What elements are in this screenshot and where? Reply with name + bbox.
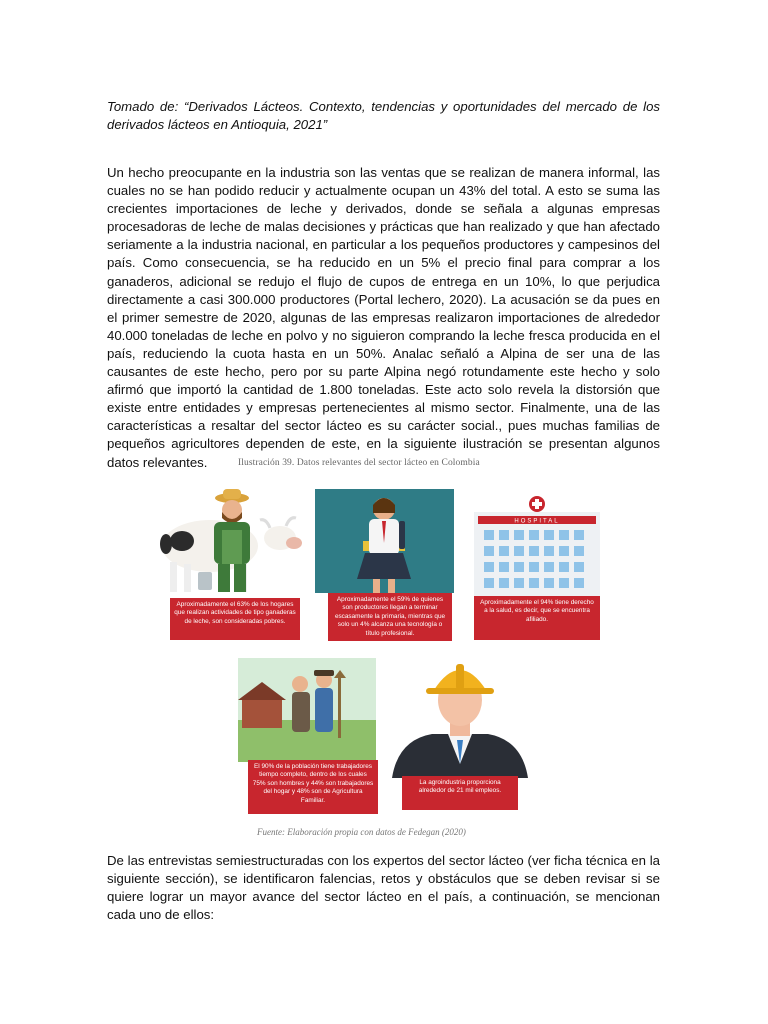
hospital-sign-text: HOSPITAL: [514, 518, 560, 525]
fact-box-workforce: El 90% de la población tiene trabajadores tiempo completo, dentro de los cuales 75% son hombres y 44% son trabajadores del hogar y 48% son de Agricultura Familiar.: [248, 760, 378, 814]
worker-hardhat-illustration: [392, 660, 528, 778]
figure-caption: Ilustración 39. Datos relevantes del sector lácteo en Colombia: [238, 458, 480, 468]
farm-family-illustration: [238, 658, 376, 762]
fact-box-health: Aproximadamente el 94% tiene derecho a la salud, es decir, que se encuentra afiliado.: [474, 596, 600, 640]
student-panel: [315, 489, 454, 593]
hospital-illustration: [474, 496, 600, 600]
citation-text: Tomado de: “Derivados Lácteos. Contexto, tendencias y oportunidades del mercado de los derivados lácteos en Antioquia, 2021”: [107, 99, 660, 132]
body-paragraph-1: Un hecho preocupante en la industria son las ventas que se realizan de manera informal, las cuales no se han podido reducir y actualmente ocupan un 43% del total. A esto se suma las crecientes importaciones de leche y derivados, donde se señala a algunas empresas procesadoras de leche de malas decisiones y prácticas que han realizado y que han afectado seriamente a la industria nacional, en particular a los pequeños productores y campesinos del país. Como consecuencia, se ha reducido en un 5% el precio final para comprar a los ganaderos, adicional se redujo el flujo de cupos de entrega en un 10%, lo que perjudica directamente a casi 300.000 productores (Portal lechero, 2020). La acusación se da pues en el primer semestre de 2020, algunas de las empresas realizaron importaciones de alrededor 40.000 toneladas de leche en polvo y no siguieron comprando la leche fresca producida en el país, reduciendo la cuota hasta en un 50%. Analac señaló a Alpina de ser una de las causantes de este hecho, pero por su parte Alpina negó rotundamente este hecho y solo afirmó que importó la cantidad de 1.800 toneladas. Este acto solo revela la distorsión que existe entre entidades y empresas pertenecientes al mismo sector. Finalmente, una de las características a resaltar del sector lácteo es su carácter social., pues muchas familias de pequeños agricultores dependen de este, en la siguiente ilustración se presentan algunos datos relevantes.: [107, 165, 660, 470]
body-paragraph-2: De las entrevistas semiestructuradas con los expertos del sector lácteo (ver ficha técnica en la siguiente sección), se identificaron falencias, retos y obstáculos que se deben revisar si se quiere lograr un mayor avance del sector lácteo en el país, a continuación, se mencionan cada uno de ellos:: [107, 853, 660, 923]
fact-box-poverty: Aproximadamente el 63% de los hogares que realizan actividades de tipo ganaderas de leche, son consideradas pobres.: [170, 598, 300, 640]
figure-source: Fuente: Elaboración propia con datos de Fedegan (2020): [257, 827, 466, 837]
fact-box-education: Aproximadamente el 59% de quienes son productores llegan a terminar escasamente la primaria, mientras que solo un 4% alcanza una tecnología o título profesional.: [328, 593, 452, 641]
student-illustration: [315, 489, 454, 593]
farmer-cow-illustration: [160, 486, 305, 598]
fact-box-employment: La agroindustria proporciona alrededor de 21 mil empleos.: [402, 776, 518, 810]
